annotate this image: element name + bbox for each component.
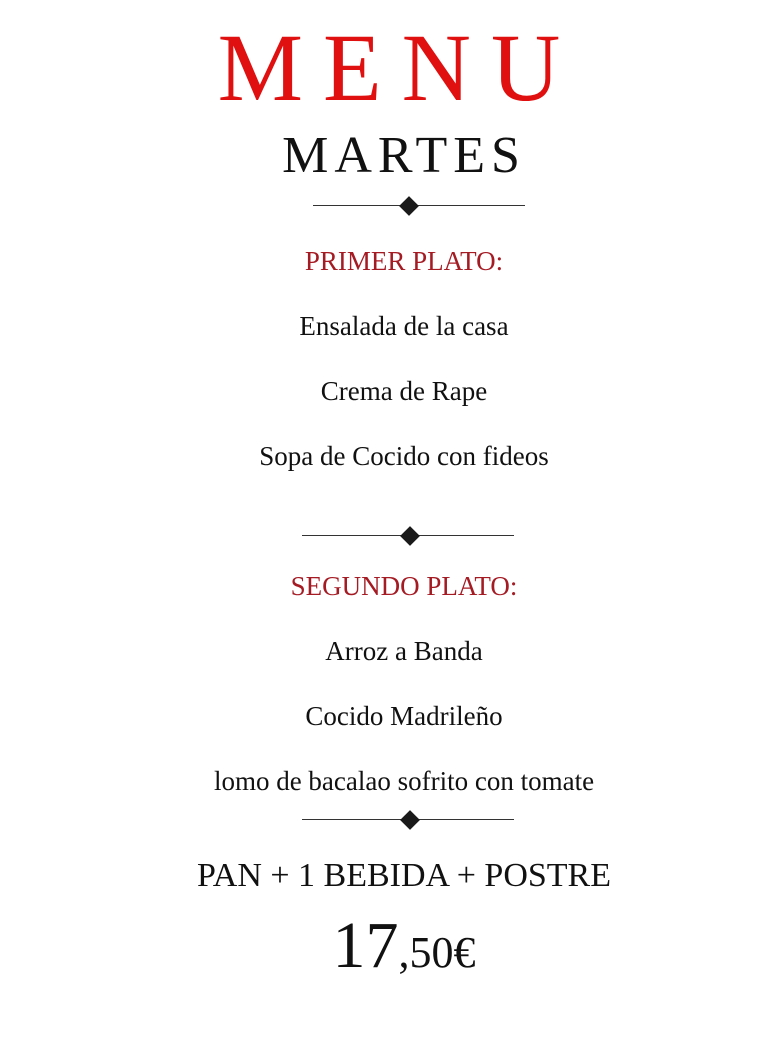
diamond-icon	[399, 196, 419, 216]
price-euros: 17	[332, 909, 399, 982]
section-heading-segundo-plato: SEGUNDO PLATO:	[290, 571, 518, 601]
price-cents: ,50€	[398, 928, 476, 977]
diamond-icon	[400, 810, 420, 830]
dish-item: Ensalada de la casa	[299, 311, 509, 341]
diamond-icon	[400, 526, 420, 546]
dish-item: Cocido Madrileño	[305, 701, 503, 731]
dish-item: Crema de Rape	[320, 376, 488, 406]
menu-day: MARTES	[282, 127, 526, 184]
divider-middle	[302, 526, 514, 546]
divider-top	[313, 196, 525, 216]
section-heading-primer-plato: PRIMER PLATO:	[304, 246, 504, 276]
menu-price	[0, 910, 758, 999]
menu-extras: PAN + 1 BEBIDA + POSTRE	[196, 857, 611, 894]
dish-item: Arroz a Banda	[325, 636, 483, 666]
divider-bottom	[302, 810, 514, 830]
dish-item: lomo de bacalao sofrito con tomate	[213, 766, 595, 796]
menu-title: MENU	[217, 14, 581, 121]
dish-item: Sopa de Cocido con fideos	[259, 441, 549, 471]
